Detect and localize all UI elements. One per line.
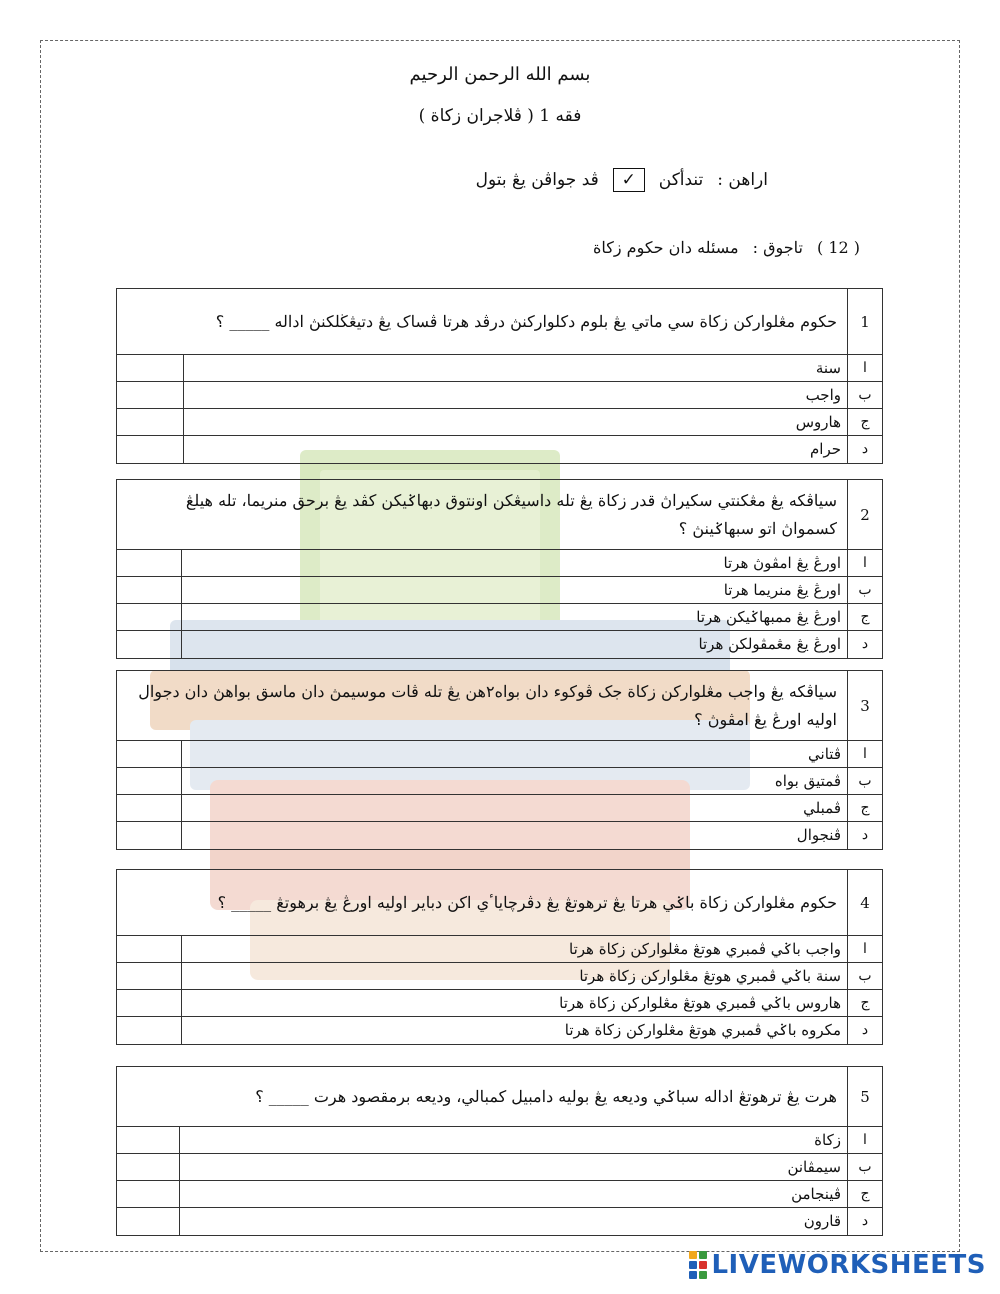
answer-cell[interactable]	[117, 963, 182, 989]
option-row	[117, 1208, 882, 1235]
answer-cell[interactable]	[117, 822, 182, 849]
option-row	[117, 1181, 882, 1208]
question-5	[116, 1066, 883, 1236]
option-text: حرام	[809, 440, 841, 458]
instruction-verb: تندأكن	[658, 170, 704, 190]
option-text: زكاة	[814, 1131, 841, 1149]
option-row	[117, 577, 882, 604]
option-row	[117, 550, 882, 577]
question-text: هرت يڠ ترهوتڠ اداله سباݢي وديعه يڠ بوليه دامبيل كمبالي، وديعه برمقصود هرت _____ ؟	[255, 1086, 837, 1106]
option-letter: ا	[847, 1127, 882, 1153]
question-text: سياڤكه يڠ واجب مڠلواركن زكاة جک ڤوکوء دان بواه٢هن يڠ تله ڤات موسيمڽ دان ماسق بواهڽ دان دجوال اوليه اورڠ يڠ امڤوڽ ؟	[138, 681, 837, 729]
option-letter: ا	[847, 936, 882, 962]
option-row	[117, 631, 882, 658]
option-row	[117, 936, 882, 963]
liveworksheets-logo	[689, 1250, 986, 1280]
option-row	[117, 604, 882, 631]
option-letter: د	[847, 1017, 882, 1044]
answer-cell[interactable]	[117, 1127, 180, 1153]
question-text: حكوم مڠلواركن زكاة باݢي هرتا يڠ ترهوتڠ يڠ دڤرچاياٴي اكن دباير اوليه اورڠ يڠ برهوتڠ _____ ؟	[217, 892, 837, 912]
option-text: اورڠ يڠ منريما هرتا	[723, 581, 841, 599]
option-text: ڤمتيق بواه	[774, 772, 841, 790]
instruction-rest: ڤد جواڤن يڠ بتول	[475, 170, 599, 190]
option-text: واجب	[805, 386, 841, 404]
option-row	[117, 990, 882, 1017]
option-text: سيمڤانن	[787, 1158, 841, 1176]
option-row	[117, 1127, 882, 1154]
option-row	[117, 741, 882, 768]
option-text: ڤمبلي	[803, 799, 841, 817]
option-row	[117, 768, 882, 795]
worksheet-subtitle: فقه 1 ( ڤلاجران زكاة )	[418, 106, 582, 126]
answer-cell[interactable]	[117, 741, 182, 767]
option-letter: ب	[847, 577, 882, 603]
question-number: 2	[847, 480, 882, 549]
option-row	[117, 1017, 882, 1044]
answer-cell[interactable]	[117, 436, 184, 463]
answer-cell[interactable]	[117, 382, 184, 408]
question-number: 4	[847, 870, 882, 935]
option-letter: ا	[847, 550, 882, 576]
option-letter: ج	[847, 1181, 882, 1207]
question-number: 5	[847, 1067, 882, 1126]
answer-cell[interactable]	[117, 1017, 182, 1044]
answer-cell[interactable]	[117, 355, 184, 381]
option-text: هاروس باݢي ڤمبري هوتڠ مڠلواركن زكاة هرتا	[559, 994, 841, 1012]
option-text: اورڠ يڠ مڠمڤولكن هرتا	[698, 635, 841, 653]
bismillah-heading: بسم الله الرحمن الرحيم	[409, 64, 591, 85]
topic-label: تاجوق :	[752, 238, 803, 257]
option-letter: ج	[847, 990, 882, 1016]
option-text: قارون	[803, 1212, 841, 1230]
option-letter: د	[847, 1208, 882, 1235]
option-row	[117, 355, 882, 382]
option-letter: ج	[847, 604, 882, 630]
question-3	[116, 670, 883, 850]
option-text: واجب باݢي ڤمبري هوتڠ مڠلواركن زكاة هرتا	[569, 940, 841, 958]
question-4	[116, 869, 883, 1045]
answer-cell[interactable]	[117, 1208, 180, 1235]
option-row	[117, 382, 882, 409]
answer-cell[interactable]	[117, 631, 182, 658]
option-letter: د	[847, 822, 882, 849]
answer-cell[interactable]	[117, 577, 182, 603]
question-2	[116, 479, 883, 659]
tick-box: ✓	[613, 168, 645, 192]
option-text: مكروه باݢي ڤمبري هوتڠ مڠلواركن زكاة هرتا	[564, 1021, 841, 1039]
answer-cell[interactable]	[117, 990, 182, 1016]
option-row	[117, 822, 882, 849]
option-text: ڤنجوال	[796, 826, 841, 844]
logo-text: LIVEWORKSHEETS	[711, 1250, 986, 1280]
answer-cell[interactable]	[117, 409, 184, 435]
question-1	[116, 288, 883, 464]
topic-line	[593, 238, 860, 257]
option-text: سنة باݢي ڤمبري هوتڠ مڠلواركن زكاة هرتا	[579, 967, 841, 985]
option-row	[117, 1154, 882, 1181]
option-letter: ب	[847, 1154, 882, 1180]
topic-title: مسئله دان حكوم زكاة	[592, 238, 739, 257]
option-letter: ب	[847, 963, 882, 989]
option-text: هاروس	[795, 413, 841, 431]
instruction-line	[476, 168, 768, 192]
question-number: 1	[847, 289, 882, 354]
answer-cell[interactable]	[117, 1181, 180, 1207]
answer-cell[interactable]	[117, 936, 182, 962]
instruction-label: اراهن :	[717, 170, 768, 190]
option-row	[117, 963, 882, 990]
answer-cell[interactable]	[117, 550, 182, 576]
logo-mark-icon	[689, 1251, 707, 1279]
answer-cell[interactable]	[117, 768, 182, 794]
option-text: اورڠ يڠ ممبهاݢيكن هرتا	[696, 608, 841, 626]
option-letter: د	[847, 436, 882, 463]
option-letter: د	[847, 631, 882, 658]
question-text: حكوم مڠلواركن زكاة سي ماتي يڠ بلوم دكلواركنڽ درڤد هرتا ڤساک يڠ دتيڠڬلكنڽ اداله _____ ؟	[215, 311, 837, 331]
option-row	[117, 795, 882, 822]
option-text: اورڠ يڠ امڤوڽ هرتا	[723, 554, 841, 572]
option-row	[117, 436, 882, 463]
option-letter: ج	[847, 409, 882, 435]
question-text: سياڤكه يڠ مڠكنتي سكيراڽ قدر زكاة يڠ تله داسيڠكن اونتوق دبهاݢيكن كڤد يڠ برحق منريما، تله هيلڠ كسمواڽ اتو سبهاݢينڽ ؟	[185, 490, 837, 538]
answer-cell[interactable]	[117, 1154, 180, 1180]
option-text: سنة	[815, 359, 841, 377]
option-row	[117, 409, 882, 436]
option-letter: ا	[847, 741, 882, 767]
option-text: ڤينجامن	[791, 1185, 841, 1203]
option-text: ڤتاني	[808, 745, 841, 763]
answer-cell[interactable]	[117, 795, 182, 821]
question-number: 3	[847, 671, 882, 740]
option-letter: ج	[847, 795, 882, 821]
option-letter: ب	[847, 768, 882, 794]
answer-cell[interactable]	[117, 604, 182, 630]
option-letter: ب	[847, 382, 882, 408]
option-letter: ا	[847, 355, 882, 381]
topic-marks: ( 12 )	[816, 238, 860, 257]
